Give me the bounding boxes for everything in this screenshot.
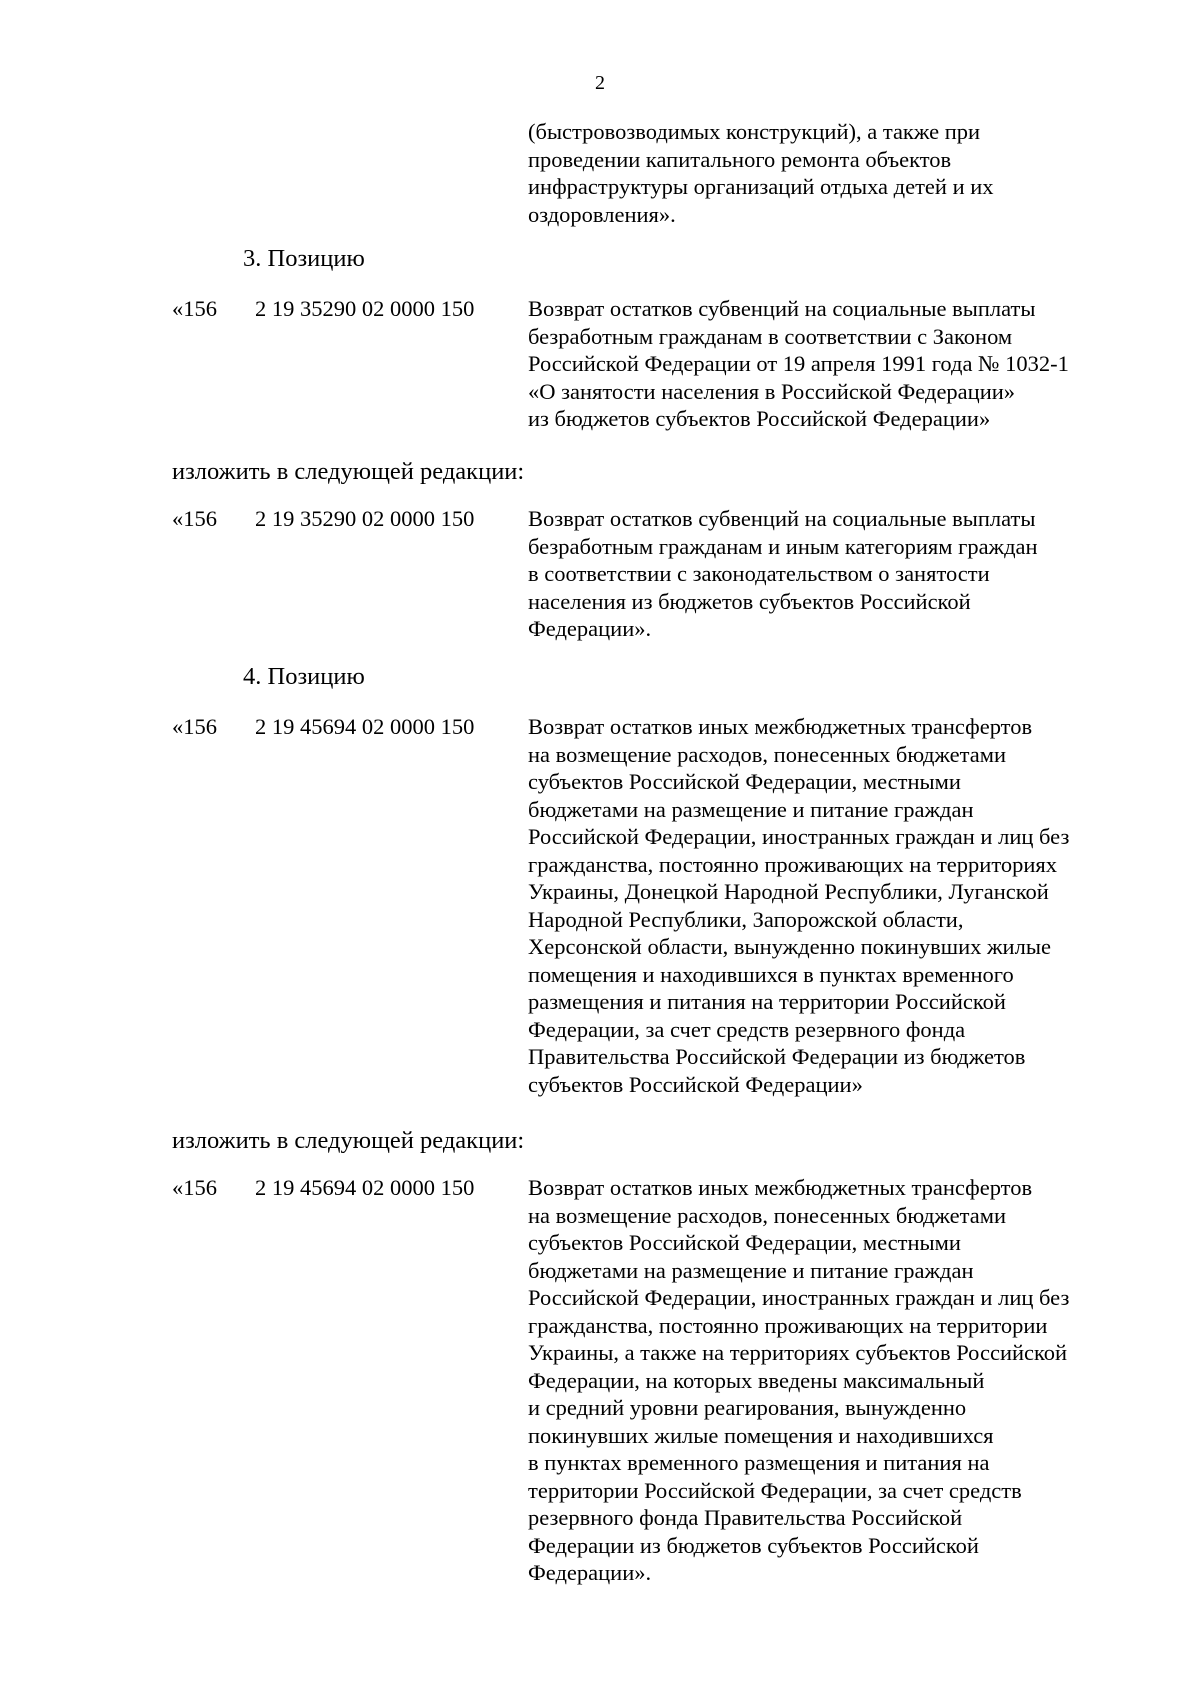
section-3-phrase: изложить в следующей редакции: <box>172 458 525 485</box>
quote-code: «156 <box>172 1175 217 1200</box>
entry-text: Возврат остатков субвенций на социальные выплаты безработным гражданам в соответствии с Законом Российской Федерации от 19 апреля 1991 года № 1032-1 «О занятости населения в Российской Федерации» из бюджетов субъектов Российской Федерации» <box>528 296 1069 431</box>
entry-text: Возврат остатков иных межбюджетных трансфертов на возмещение расходов, понесенных бюджетами субъектов Российской Федерации, местными бюджетами на размещение и питание граждан Российской Федерации, иностранных граждан и лиц без гражданства, постоянно проживающих на территориях Украины, Донецкой Народной Республики, Луганской Народной Республики, Запорожской области, Херсонской области, вынужденно покинувших жилые помещения и находившихся в пунктах временного размещения и питания на территории Российской Федерации, за счет средств резервного фонда Правительства Российской Федерации из бюджетов субъектов Российской Федерации» <box>528 714 1070 1097</box>
section-3-heading: 3. Позицию <box>243 245 365 272</box>
entry-text: Возврат остатков иных межбюджетных трансфертов на возмещение расходов, понесенных бюджетами субъектов Российской Федерации, местными бюджетами на размещение и питание граждан Российской Федерации, иностранных граждан и лиц без гражданства, постоянно проживающих на территории Украины, а также на территориях субъектов Российской Федерации, на которых введены максимальный и средний уровни реагирования, вынужденно покинувших жилые помещения и находившихся в пунктах временного размещения и питания на территории Российской Федерации, за счет средств резервного фонда Правительства Российской Федерации из бюджетов субъектов Российской Федерации». <box>528 1175 1070 1585</box>
kbk-code: 2 19 35290 02 0000 150 <box>255 506 475 531</box>
quote-code: «156 <box>172 296 217 321</box>
page-number: 2 <box>595 72 605 94</box>
quote-code: «156 <box>172 714 217 739</box>
section-4-heading: 4. Позицию <box>243 663 365 690</box>
kbk-code: 2 19 35290 02 0000 150 <box>255 296 475 321</box>
quote-code: «156 <box>172 506 217 531</box>
continuation-text: (быстровозводимых конструкций), а также при проведении капитального ремонта объектов инфраструктуры организаций отдыха детей и их оздоровления». <box>528 119 994 227</box>
entry-text: Возврат остатков субвенций на социальные выплаты безработным гражданам и иным категориям граждан в соответствии с законодательством о занятости населения из бюджетов субъектов Российской Федерации». <box>528 506 1038 641</box>
kbk-code: 2 19 45694 02 0000 150 <box>255 1175 475 1200</box>
kbk-code: 2 19 45694 02 0000 150 <box>255 714 475 739</box>
section-4-phrase: изложить в следующей редакции: <box>172 1127 525 1154</box>
